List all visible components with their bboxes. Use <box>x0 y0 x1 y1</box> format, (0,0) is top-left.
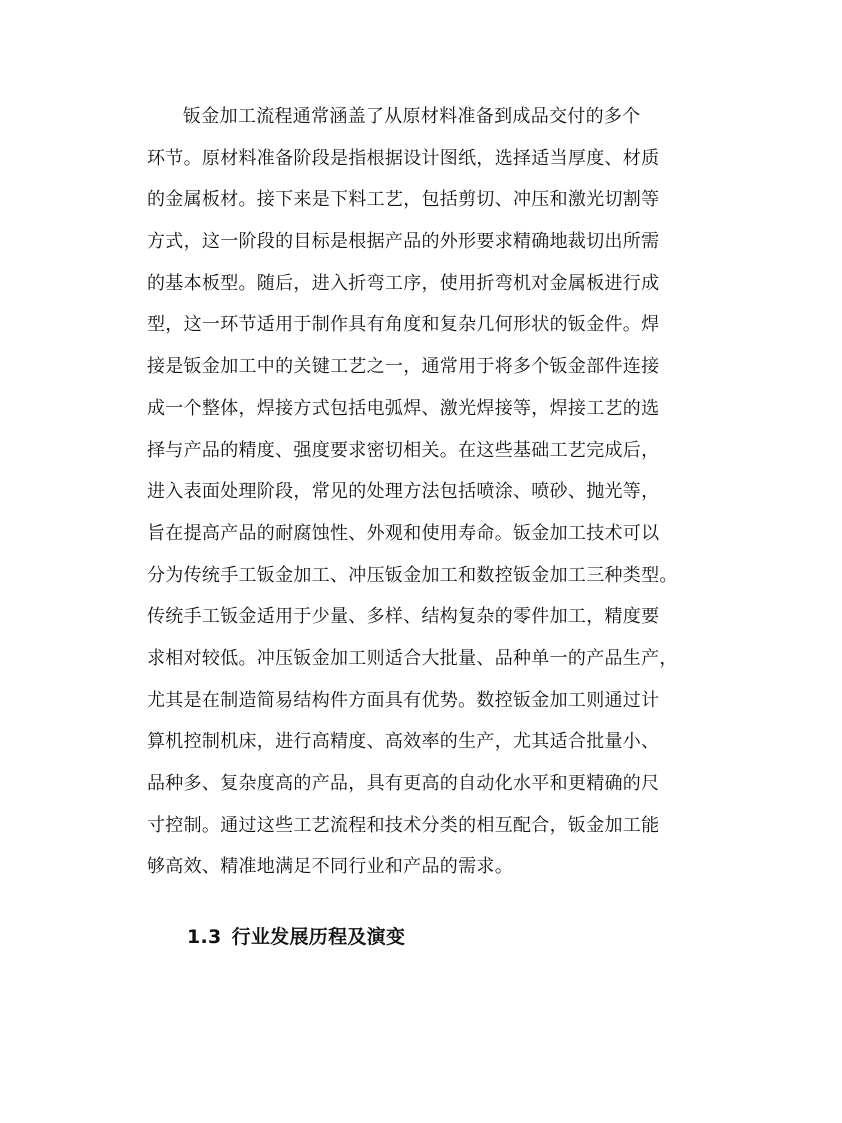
paragraph-line: 钣金加工流程通常涵盖了从原材料准备到成品交付的多个 <box>183 106 641 127</box>
paragraph-line: 成一个整体，焊接方式包括电弧焊、激光焊接等，焊接工艺的选 <box>147 397 660 419</box>
section-title: 行业发展历程及演变 <box>231 926 406 948</box>
paragraph-line: 尤其是在制造简易结构件方面具有优势。数控钣金加工则通过计 <box>147 689 660 711</box>
paragraph-line: 方式，这一阶段的目标是根据产品的外形要求精确地裁切出所需 <box>147 231 660 253</box>
paragraph-line: 旨在提高产品的耐腐蚀性、外观和使用寿命。钣金加工技术可以 <box>147 522 660 544</box>
paragraph-line: 品种多、复杂度高的产品，具有更高的自动化水平和更精确的尺 <box>147 773 660 794</box>
paragraph-line: 环节。原材料准备阶段是指根据设计图纸，选择适当厚度、材质 <box>147 147 660 169</box>
paragraph-line: 够高效、精准地满足不同行业和产品的需求。 <box>147 856 513 878</box>
body-paragraph <box>147 96 707 888</box>
paragraph-line: 型，这一环节适用于制作具有角度和复杂几何形状的钣金件。焊 <box>147 314 660 336</box>
paragraph-line: 的金属板材。接下来是下料工艺，包括剪切、冲压和激光切割等 <box>147 189 660 211</box>
paragraph-line: 求相对较低。冲压钣金加工则适合大批量、品种单一的产品生产， <box>147 647 678 669</box>
paragraph-line: 进入表面处理阶段，常见的处理方法包括喷涂、喷砂、抛光等， <box>147 481 660 503</box>
paragraph-line: 寸控制。通过这些工艺流程和技术分类的相互配合，钣金加工能 <box>147 814 660 836</box>
paragraph-line: 接是钣金加工中的关键工艺之一，通常用于将多个钣金部件连接 <box>147 356 660 378</box>
paragraph-line: 算机控制机床，进行高精度、高效率的生产，尤其适合批量小、 <box>147 731 660 753</box>
section-number: 1.3 <box>187 926 222 948</box>
paragraph-line: 传统手工钣金适用于少量、多样、结构复杂的零件加工，精度要 <box>147 606 660 628</box>
paragraph-line: 的基本板型。随后，进入折弯工序，使用折弯机对金属板进行成 <box>147 272 660 294</box>
paragraph-line: 分为传统手工钣金加工、冲压钣金加工和数控钣金加工三种类型。 <box>147 564 678 586</box>
section-heading <box>187 922 405 949</box>
paragraph-line: 择与产品的精度、强度要求密切相关。在这些基础工艺完成后， <box>147 439 660 461</box>
